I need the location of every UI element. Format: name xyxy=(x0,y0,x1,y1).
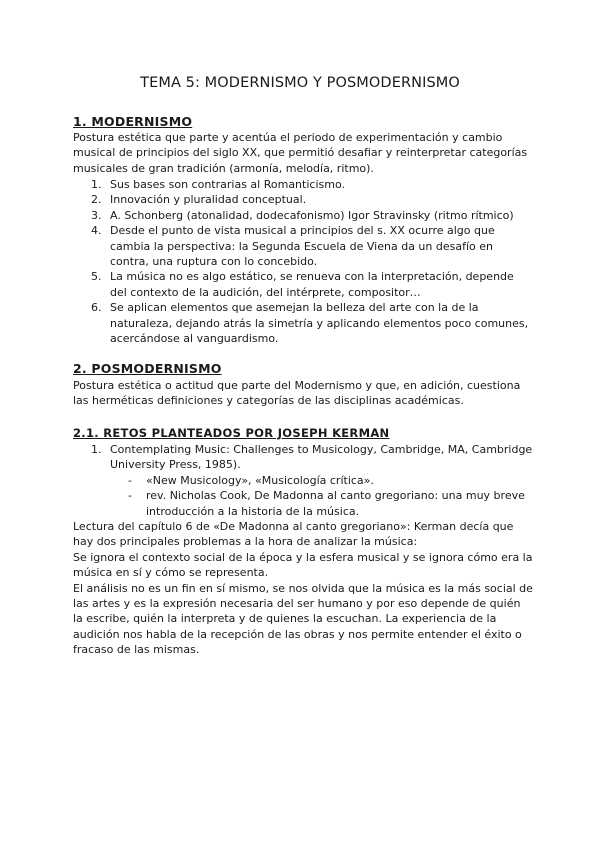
paragraph: Se ignora el contexto social de la época y la esfera musical y se ignora cómo era la música en sí y cómo se representa. xyxy=(73,550,533,580)
modernismo-intro: Postura estética que parte y acentúa el periodo de experimentación y cambio musical de principios del siglo XX, que permitió desafiar y reinterpretar categorías musicales de gran tradición (armonía, melodía, ritmo). xyxy=(73,131,528,175)
subsection-heading-retos: 2.1. RETOS PLANTEADOS POR JOSEPH KERMAN xyxy=(73,426,390,440)
list-number: 5. xyxy=(91,270,102,284)
list-dash: - xyxy=(128,473,132,487)
section-heading-posmodernismo: 2. POSMODERNISMO xyxy=(73,361,222,376)
list-item-text: Se aplican elementos que asemejan la belleza del arte con la de la naturaleza, dejando atrás la simetría y aplicando elementos poco comunes, acercándose al vanguardismo. xyxy=(110,301,529,346)
list-item xyxy=(73,300,533,346)
modernismo-list xyxy=(73,177,533,346)
posmodernismo-intro: Postura estética o actitud que parte del Modernismo y que, en adición, cuestiona las herméticas definiciones y categorías de las disciplinas académicas. xyxy=(73,379,521,408)
list-dash: - xyxy=(128,489,132,503)
list-number: 1. xyxy=(91,443,102,456)
paragraph: Lectura del capítulo 6 de «De Madonna al canto gregoriano»: Kerman decía que hay dos principales problemas a la hora de analizar la música: xyxy=(73,520,514,549)
list-number: 2. xyxy=(91,193,102,207)
list-item xyxy=(73,192,533,207)
document-title: TEMA 5: MODERNISMO Y POSMODERNISMO xyxy=(140,75,460,91)
paragraph: El análisis no es un fin en sí mismo, se nos olvida que la música es la más social de las artes y es la expresión necesaria del ser humano y por eso depende de quién la escribe, quién la interpreta y de quienes la escuchan. La experiencia de la audición nos habla de la recepción de las obras y nos permite entender el éxito o fracaso de las mismas. xyxy=(73,581,533,657)
list-item-text: Contemplating Music: Challenges to Musicology, Cambridge, MA, Cambridge University Press, 1985). xyxy=(110,443,533,472)
retos-list xyxy=(73,442,533,519)
list-number: 1. xyxy=(91,178,102,191)
list-item xyxy=(73,208,533,223)
list-item-text: Desde el punto de vista musical a principios del s. XX ocurre algo que cambia la perspectiva: la Segunda Escuela de Viena da un desafío en contra, una ruptura con lo concebido. xyxy=(110,224,495,269)
list-item xyxy=(73,223,533,269)
list-item-text: Innovación y pluralidad conceptual. xyxy=(110,193,307,207)
list-item-text: Sus bases son contrarias al Romanticismo. xyxy=(110,178,345,191)
body-paragraphs xyxy=(73,519,533,658)
list-number: 3. xyxy=(91,208,102,222)
sub-list-item xyxy=(73,488,533,519)
list-number: 4. xyxy=(91,224,102,238)
sub-list-item-text: rev. Nicholas Cook, De Madonna al canto gregoriano: una muy breve introducción a la historia de la música. xyxy=(146,489,525,518)
sub-list-item-text: «New Musicology», «Musicología crítica». xyxy=(146,473,374,487)
list-item xyxy=(73,269,533,300)
list-item xyxy=(73,442,533,473)
section-heading-modernismo: 1. MODERNISMO xyxy=(73,114,193,129)
sub-list-item xyxy=(73,473,533,488)
list-number: 6. xyxy=(91,301,102,315)
list-item-text: La música no es algo estático, se renueva con la interpretación, depende del contexto de la audición, del intérprete, compositor… xyxy=(110,270,514,299)
list-item xyxy=(73,177,533,192)
list-item-text: A. Schonberg (atonalidad, dodecafonismo) Igor Stravinsky (ritmo rítmico) xyxy=(110,208,514,222)
